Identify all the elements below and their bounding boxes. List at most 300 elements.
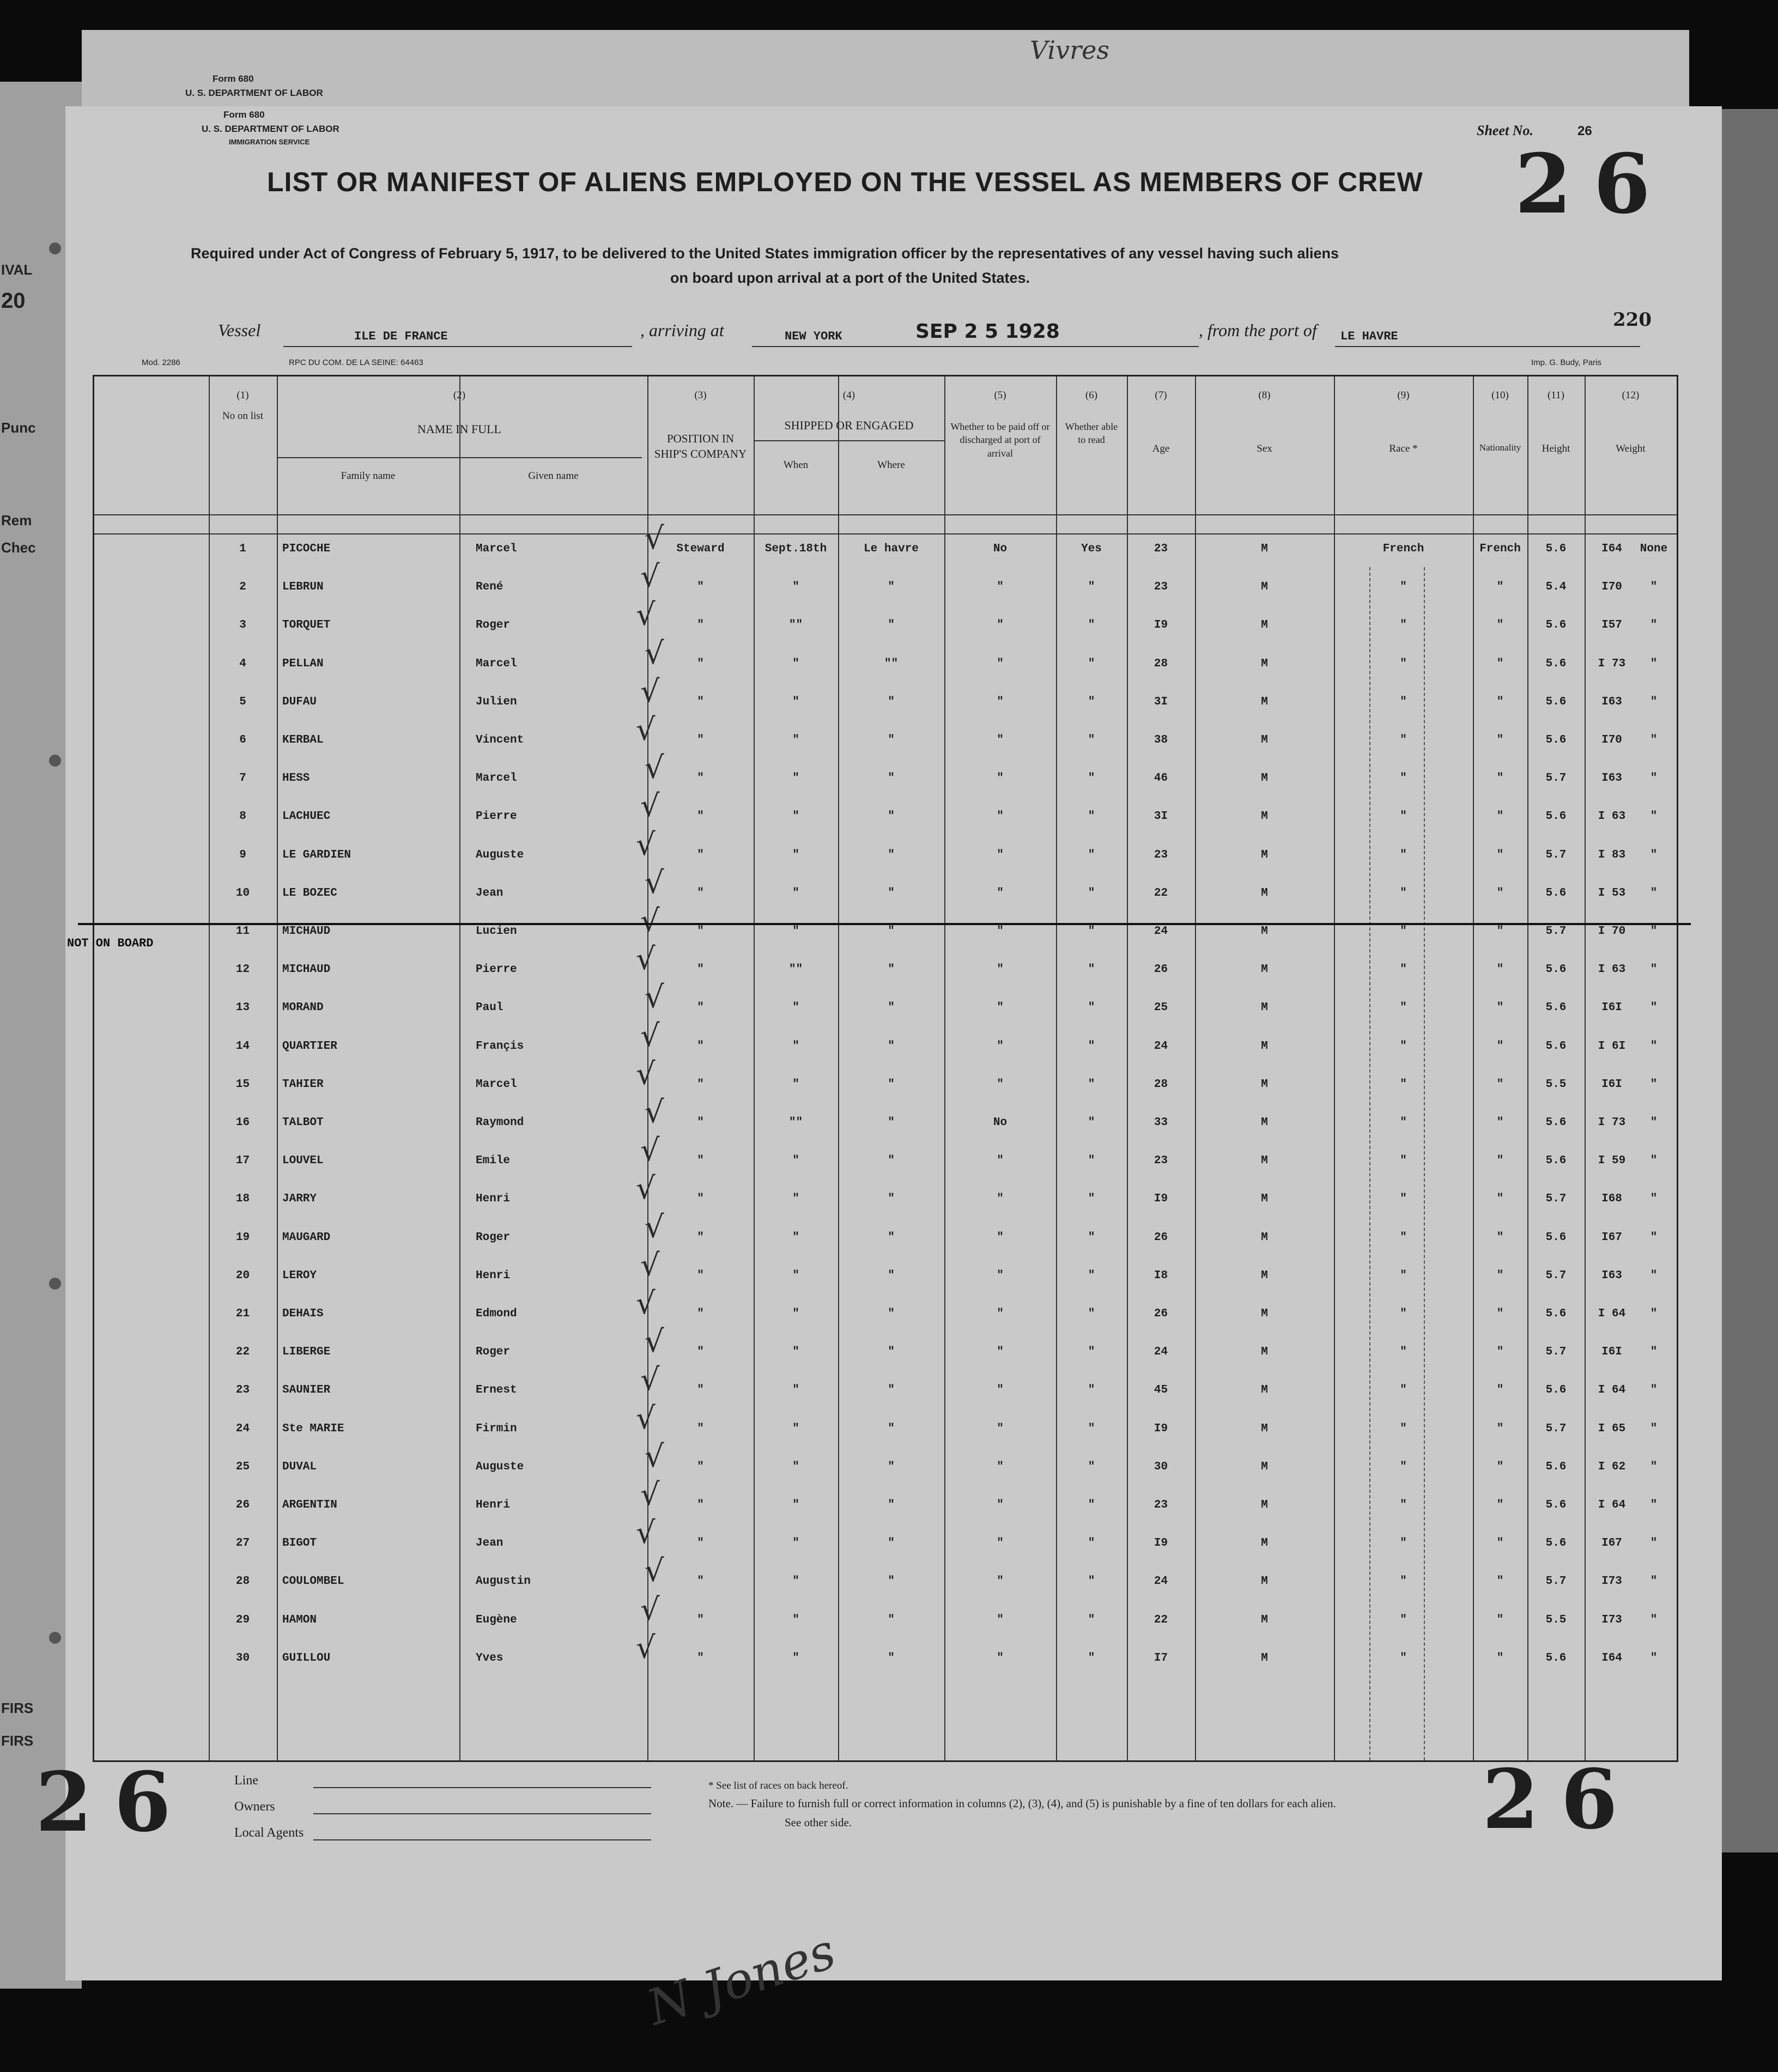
not-on-board-note: NOT ON BOARD — [67, 937, 154, 950]
col-3-number: (3) — [694, 390, 707, 401]
row-4-weight: I 73 — [1598, 657, 1626, 670]
row-11-height: 5.7 — [1545, 925, 1567, 938]
row-23-race: " — [1400, 1384, 1407, 1397]
row-7-weight: I63 — [1601, 772, 1622, 785]
punch-hole — [49, 1278, 61, 1290]
row-8-read: " — [1088, 810, 1095, 823]
row-7-read: " — [1088, 772, 1095, 785]
row-26-paid: " — [997, 1499, 1004, 1511]
row-18-sex: M — [1261, 1193, 1268, 1206]
row-26-no: 26 — [235, 1499, 250, 1511]
row-1-nat: French — [1479, 543, 1521, 555]
row-21-race: " — [1400, 1308, 1407, 1320]
row-1-race: French — [1382, 543, 1424, 555]
row-20-where: " — [888, 1269, 895, 1282]
row-14-marks: " — [1650, 1040, 1658, 1053]
row-27-read: " — [1088, 1537, 1095, 1550]
row-23-read: " — [1088, 1384, 1095, 1397]
row-12-read: " — [1088, 963, 1095, 976]
row-23-paid: " — [997, 1384, 1004, 1397]
checkmark-icon: √ — [636, 827, 656, 862]
vessel-label: Vessel — [218, 320, 261, 340]
row-3-nat: " — [1496, 619, 1504, 632]
row-6-sex: M — [1261, 734, 1268, 746]
row-7-sex: M — [1261, 772, 1268, 785]
row-29-weight: I73 — [1601, 1613, 1622, 1626]
rpc-number: RPC DU COM. DE LA SEINE: 64463 — [289, 358, 423, 367]
row-29-race: " — [1400, 1613, 1407, 1626]
row-23-position: " — [697, 1384, 704, 1397]
row-10-position: " — [697, 886, 704, 900]
row-18-age: I9 — [1154, 1193, 1168, 1206]
col-9-label: Race * — [1389, 443, 1418, 454]
row-19-height: 5.6 — [1545, 1231, 1567, 1244]
row-26-read: " — [1088, 1499, 1095, 1511]
row-22-position: " — [697, 1346, 704, 1359]
big-sheet-number: 26 — [1515, 136, 1672, 232]
row-10-nat: " — [1496, 886, 1504, 900]
row-30-height: 5.6 — [1545, 1651, 1567, 1664]
row-11-when: " — [792, 925, 799, 938]
row-24-nat: " — [1496, 1422, 1504, 1435]
row-8-marks: " — [1650, 810, 1658, 823]
row-10-family: LE BOZEC — [282, 886, 337, 900]
row-29-when: " — [792, 1613, 799, 1626]
row-9-where: " — [888, 848, 895, 861]
row-12-race: " — [1400, 963, 1407, 976]
row-11-position: " — [697, 925, 704, 938]
row-23-sex: M — [1261, 1384, 1268, 1397]
row-5-nat: " — [1496, 695, 1504, 708]
row-4-nat: " — [1496, 657, 1504, 670]
row-22-age: 24 — [1154, 1346, 1168, 1359]
row-6-where: " — [888, 734, 895, 746]
row-19-read: " — [1088, 1231, 1095, 1244]
checkmark-icon: √ — [645, 635, 664, 671]
page-title: LIST OR MANIFEST OF ALIENS EMPLOYED ON THE VESSEL AS MEMBERS OF CREW — [267, 167, 1423, 197]
row-22-weight: I6I — [1601, 1346, 1622, 1359]
checkmark-icon: √ — [636, 1515, 656, 1551]
row-17-race: " — [1400, 1155, 1407, 1168]
row-27-marks: " — [1650, 1537, 1658, 1550]
row-21-nat: " — [1496, 1308, 1504, 1320]
row-20-height: 5.7 — [1545, 1269, 1567, 1282]
row-14-nat: " — [1496, 1040, 1504, 1053]
left-fragment: FIRS — [1, 1700, 34, 1716]
row-18-position: " — [697, 1193, 704, 1206]
row-13-family: MORAND — [282, 1001, 324, 1014]
row-28-given: Augustin — [476, 1575, 531, 1588]
row-1-paid: No — [993, 543, 1008, 555]
row-6-weight: I70 — [1601, 734, 1622, 746]
row-13-where: " — [888, 1001, 895, 1014]
row-15-nat: " — [1496, 1078, 1504, 1091]
row-11-where: " — [888, 925, 895, 938]
row-3-when: "" — [788, 619, 803, 632]
col-8-number: (8) — [1258, 390, 1271, 401]
col-7-label: Age — [1152, 443, 1170, 454]
row-20-race: " — [1400, 1269, 1407, 1282]
checkmark-icon: √ — [645, 521, 664, 556]
row-18-no: 18 — [235, 1193, 250, 1206]
row-12-sex: M — [1261, 963, 1268, 976]
row-29-family: HAMON — [282, 1613, 317, 1626]
sheet-label: Sheet No. — [1477, 123, 1533, 138]
row-4-race: " — [1400, 657, 1407, 670]
row-7-family: HESS — [282, 772, 310, 785]
row-27-nat: " — [1496, 1537, 1504, 1550]
row-20-position: " — [697, 1269, 704, 1282]
row-19-nat: " — [1496, 1231, 1504, 1244]
row-19-race: " — [1400, 1231, 1407, 1244]
row-7-no: 7 — [239, 772, 246, 785]
row-11-sex: M — [1261, 925, 1268, 938]
row-12-family: MICHAUD — [282, 963, 331, 976]
col-4-number: (4) — [842, 390, 855, 401]
punch-hole — [49, 1632, 61, 1644]
row-22-race: " — [1400, 1346, 1407, 1359]
row-21-age: 26 — [1154, 1308, 1168, 1320]
row-8-family: LACHUEC — [282, 810, 331, 823]
row-3-height: 5.6 — [1545, 619, 1567, 632]
row-23-age: 45 — [1154, 1384, 1168, 1397]
row-18-family: JARRY — [282, 1193, 317, 1206]
row-8-weight: I 63 — [1598, 810, 1626, 823]
row-6-age: 38 — [1154, 734, 1168, 746]
row-27-height: 5.6 — [1545, 1537, 1567, 1550]
back-form-number: Form 680 — [213, 74, 254, 84]
row-3-no: 3 — [239, 619, 246, 632]
officer-signature: N Jones — [640, 1922, 842, 2037]
row-15-weight: I6I — [1601, 1078, 1622, 1091]
row-23-family: SAUNIER — [282, 1384, 331, 1397]
row-27-age: I9 — [1154, 1537, 1168, 1550]
row-24-given: Firmin — [476, 1422, 517, 1435]
row-19-weight: I67 — [1601, 1231, 1622, 1244]
row-3-family: TORQUET — [282, 619, 331, 632]
department: U. S. DEPARTMENT OF LABOR — [202, 124, 339, 134]
row-4-sex: M — [1261, 657, 1268, 670]
row-18-height: 5.7 — [1545, 1193, 1567, 1206]
page-count: 220 — [1613, 309, 1652, 331]
row-12-position: " — [697, 963, 704, 976]
row-22-given: Roger — [476, 1346, 511, 1359]
row-11-given: Lucien — [476, 925, 517, 938]
row-4-height: 5.6 — [1545, 657, 1567, 670]
row-17-weight: I 59 — [1598, 1155, 1626, 1168]
row-12-when: "" — [788, 963, 803, 976]
row-10-height: 5.6 — [1545, 886, 1567, 900]
row-1-family: PICOCHE — [282, 543, 331, 555]
row-17-age: 23 — [1154, 1155, 1168, 1168]
row-8-age: 3I — [1154, 810, 1168, 823]
row-4-no: 4 — [239, 657, 246, 670]
row-5-paid: " — [997, 695, 1004, 708]
row-2-height: 5.4 — [1545, 581, 1567, 594]
row-6-no: 6 — [239, 734, 246, 746]
row-28-sex: M — [1261, 1575, 1268, 1588]
row-21-no: 21 — [235, 1308, 250, 1320]
row-10-marks: " — [1650, 886, 1658, 900]
row-26-family: ARGENTIN — [282, 1499, 337, 1511]
departure-port: LE HAVRE — [1340, 330, 1398, 343]
row-29-paid: " — [997, 1613, 1004, 1626]
row-19-sex: M — [1261, 1231, 1268, 1244]
row-27-race: " — [1400, 1537, 1407, 1550]
col-2-label: NAME IN FULL — [417, 422, 501, 436]
row-14-family: QUARTIER — [282, 1040, 337, 1053]
row-14-weight: I 6I — [1598, 1040, 1626, 1053]
row-1-marks: None — [1640, 543, 1668, 555]
row-20-when: " — [792, 1269, 799, 1282]
row-28-height: 5.7 — [1545, 1575, 1567, 1588]
row-4-when: " — [792, 657, 799, 670]
col-2-family: Family name — [341, 470, 396, 482]
row-7-position: " — [697, 772, 704, 785]
checkmark-icon: √ — [645, 865, 664, 901]
checkmark-icon: √ — [636, 1286, 656, 1321]
row-23-when: " — [792, 1384, 799, 1397]
row-23-height: 5.6 — [1545, 1384, 1567, 1397]
row-29-where: " — [888, 1613, 895, 1626]
row-19-family: MAUGARD — [282, 1231, 331, 1244]
arrival-port: NEW YORK — [785, 330, 842, 343]
row-4-paid: " — [997, 657, 1004, 670]
row-25-paid: " — [997, 1460, 1004, 1473]
row-10-sex: M — [1261, 886, 1268, 900]
row-30-family: GUILLOU — [282, 1651, 331, 1664]
row-5-age: 3I — [1154, 695, 1168, 708]
row-21-position: " — [697, 1308, 704, 1320]
row-8-given: Pierre — [476, 810, 517, 823]
row-15-sex: M — [1261, 1078, 1268, 1091]
row-16-weight: I 73 — [1598, 1116, 1626, 1129]
row-10-given: Jean — [476, 886, 503, 900]
row-12-age: 26 — [1154, 963, 1168, 976]
row-12-no: 12 — [235, 963, 250, 976]
row-15-race: " — [1400, 1078, 1407, 1091]
checkmark-icon: √ — [645, 750, 664, 786]
row-5-read: " — [1088, 695, 1095, 708]
col-9-number: (9) — [1397, 390, 1410, 401]
row-2-paid: " — [997, 581, 1004, 594]
row-2-read: " — [1088, 581, 1095, 594]
row-16-marks: " — [1650, 1116, 1658, 1129]
row-21-weight: I 64 — [1598, 1308, 1626, 1320]
row-16-age: 33 — [1154, 1116, 1168, 1129]
row-10-when: " — [792, 886, 799, 900]
row-26-height: 5.6 — [1545, 1499, 1567, 1511]
row-20-sex: M — [1261, 1269, 1268, 1282]
checkmark-icon: √ — [640, 1247, 660, 1283]
row-13-race: " — [1400, 1001, 1407, 1014]
row-25-given: Auguste — [476, 1460, 524, 1473]
row-14-read: " — [1088, 1040, 1095, 1053]
row-16-position: " — [697, 1116, 704, 1129]
row-5-height: 5.6 — [1545, 695, 1567, 708]
row-29-height: 5.5 — [1545, 1613, 1567, 1626]
left-fragment: Rem — [1, 512, 32, 528]
row-13-marks: " — [1650, 1001, 1658, 1014]
row-17-marks: " — [1650, 1155, 1658, 1168]
row-26-marks: " — [1650, 1499, 1658, 1511]
row-21-family: DEHAIS — [282, 1308, 324, 1320]
row-11-weight: I 70 — [1598, 925, 1626, 938]
row-22-nat: " — [1496, 1346, 1504, 1359]
row-1-position: Steward — [676, 543, 725, 555]
row-3-age: I9 — [1154, 619, 1168, 632]
row-19-marks: " — [1650, 1231, 1658, 1244]
row-28-nat: " — [1496, 1575, 1504, 1588]
row-24-height: 5.7 — [1545, 1422, 1567, 1435]
row-6-given: Vincent — [476, 734, 524, 746]
row-22-when: " — [792, 1346, 799, 1359]
row-20-paid: " — [997, 1269, 1004, 1282]
row-13-weight: I6I — [1601, 1001, 1622, 1014]
row-26-position: " — [697, 1499, 704, 1511]
row-9-family: LE GARDIEN — [282, 848, 351, 861]
row-30-given: Yves — [476, 1651, 503, 1664]
row-29-marks: " — [1650, 1613, 1658, 1626]
row-21-when: " — [792, 1308, 799, 1320]
row-24-no: 24 — [235, 1422, 250, 1435]
row-22-where: " — [888, 1346, 895, 1359]
row-18-marks: " — [1650, 1193, 1658, 1206]
printer-imprint: Imp. G. Budy, Paris — [1531, 358, 1601, 367]
row-6-position: " — [697, 734, 704, 746]
row-16-nat: " — [1496, 1116, 1504, 1129]
left-fragment: FIRS — [1, 1733, 34, 1749]
row-21-where: " — [888, 1308, 895, 1320]
checkmark-icon: √ — [640, 1477, 660, 1512]
row-30-where: " — [888, 1651, 895, 1664]
row-17-where: " — [888, 1155, 895, 1168]
row-7-age: 46 — [1154, 772, 1168, 785]
arrival-date: SEP 2 5 1928 — [915, 320, 1060, 343]
row-30-position: " — [697, 1651, 704, 1664]
row-28-read: " — [1088, 1575, 1095, 1588]
row-1-sex: M — [1261, 543, 1268, 555]
row-25-sex: M — [1261, 1460, 1268, 1473]
row-17-given: Emile — [476, 1155, 511, 1168]
row-14-no: 14 — [235, 1040, 250, 1053]
checkmark-icon: √ — [636, 712, 656, 748]
row-12-where: " — [888, 963, 895, 976]
row-28-weight: I73 — [1601, 1575, 1622, 1588]
row-21-marks: " — [1650, 1308, 1658, 1320]
checkmark-icon: √ — [636, 1056, 656, 1092]
row-26-where: " — [888, 1499, 895, 1511]
row-8-sex: M — [1261, 810, 1268, 823]
row-27-family: BIGOT — [282, 1537, 317, 1550]
row-27-where: " — [888, 1537, 895, 1550]
row-30-read: " — [1088, 1651, 1095, 1664]
row-18-weight: I68 — [1601, 1193, 1622, 1206]
row-21-sex: M — [1261, 1308, 1268, 1320]
row-24-family: Ste MARIE — [282, 1422, 344, 1435]
row-23-given: Ernest — [476, 1384, 517, 1397]
row-8-paid: " — [997, 810, 1004, 823]
row-14-where: " — [888, 1040, 895, 1053]
punch-hole — [49, 242, 61, 254]
subtitle-line-1: Required under Act of Congress of February 5, 1917, to be delivered to the United States immigration officer by the representatives of any vessel having such aliens — [191, 245, 1339, 262]
row-15-family: TAHIER — [282, 1078, 324, 1091]
row-28-when: " — [792, 1575, 799, 1588]
row-13-height: 5.6 — [1545, 1001, 1567, 1014]
row-3-marks: " — [1650, 619, 1658, 632]
from-port-label: , from the port of — [1199, 320, 1317, 340]
row-16-read: " — [1088, 1116, 1095, 1129]
row-16-no: 16 — [235, 1116, 250, 1129]
row-4-position: " — [697, 657, 704, 670]
row-20-no: 20 — [235, 1269, 250, 1282]
checkmark-icon: √ — [636, 1400, 656, 1436]
checkmark-icon: √ — [645, 1553, 664, 1589]
checkmark-icon: √ — [636, 597, 656, 633]
col-7-number: (7) — [1155, 390, 1167, 401]
row-4-marks: " — [1650, 657, 1658, 670]
row-5-race: " — [1400, 695, 1407, 708]
row-7-nat: " — [1496, 772, 1504, 785]
row-19-no: 19 — [235, 1231, 250, 1244]
row-30-when: " — [792, 1651, 799, 1664]
row-22-marks: " — [1650, 1346, 1658, 1359]
row-15-paid: " — [997, 1078, 1004, 1091]
row-20-weight: I63 — [1601, 1269, 1622, 1282]
row-24-age: I9 — [1154, 1422, 1168, 1435]
subtitle-line-2: on board upon arrival at a port of the United States. — [670, 270, 1030, 286]
row-4-age: 28 — [1154, 657, 1168, 670]
row-15-height: 5.5 — [1545, 1078, 1567, 1091]
row-28-no: 28 — [235, 1575, 250, 1588]
row-17-height: 5.6 — [1545, 1155, 1567, 1168]
row-6-family: KERBAL — [282, 734, 324, 746]
row-8-where: " — [888, 810, 895, 823]
row-15-when: " — [792, 1078, 799, 1091]
row-11-age: 24 — [1154, 925, 1168, 938]
row-16-when: "" — [788, 1116, 803, 1129]
row-26-race: " — [1400, 1499, 1407, 1511]
row-7-race: " — [1400, 772, 1407, 785]
row-8-no: 8 — [239, 810, 246, 823]
row-20-family: LEROY — [282, 1269, 317, 1282]
row-7-where: " — [888, 772, 895, 785]
checkmark-icon: √ — [640, 1591, 660, 1627]
row-6-read: " — [1088, 734, 1095, 746]
row-2-when: " — [792, 581, 799, 594]
row-28-family: COULOMBEL — [282, 1575, 344, 1588]
row-11-read: " — [1088, 925, 1095, 938]
row-27-no: 27 — [235, 1537, 250, 1550]
col-12-number: (12) — [1622, 390, 1640, 401]
row-30-weight: I64 — [1601, 1651, 1622, 1664]
row-19-when: " — [792, 1231, 799, 1244]
row-11-no: 11 — [235, 925, 250, 938]
race-note: * See list of races on back hereof. — [708, 1780, 848, 1791]
row-13-given: Paul — [476, 1001, 503, 1014]
row-3-weight: I57 — [1601, 619, 1622, 632]
row-5-where: " — [888, 695, 895, 708]
owners-label: Owners — [234, 1800, 275, 1814]
row-15-position: " — [697, 1078, 704, 1091]
row-3-paid: " — [997, 619, 1004, 632]
checkmark-icon: √ — [645, 1438, 664, 1474]
row-11-marks: " — [1650, 925, 1658, 938]
row-16-family: TALBOT — [282, 1116, 324, 1129]
row-16-paid: No — [993, 1116, 1008, 1129]
row-22-no: 22 — [235, 1346, 250, 1359]
row-8-height: 5.6 — [1545, 810, 1567, 823]
